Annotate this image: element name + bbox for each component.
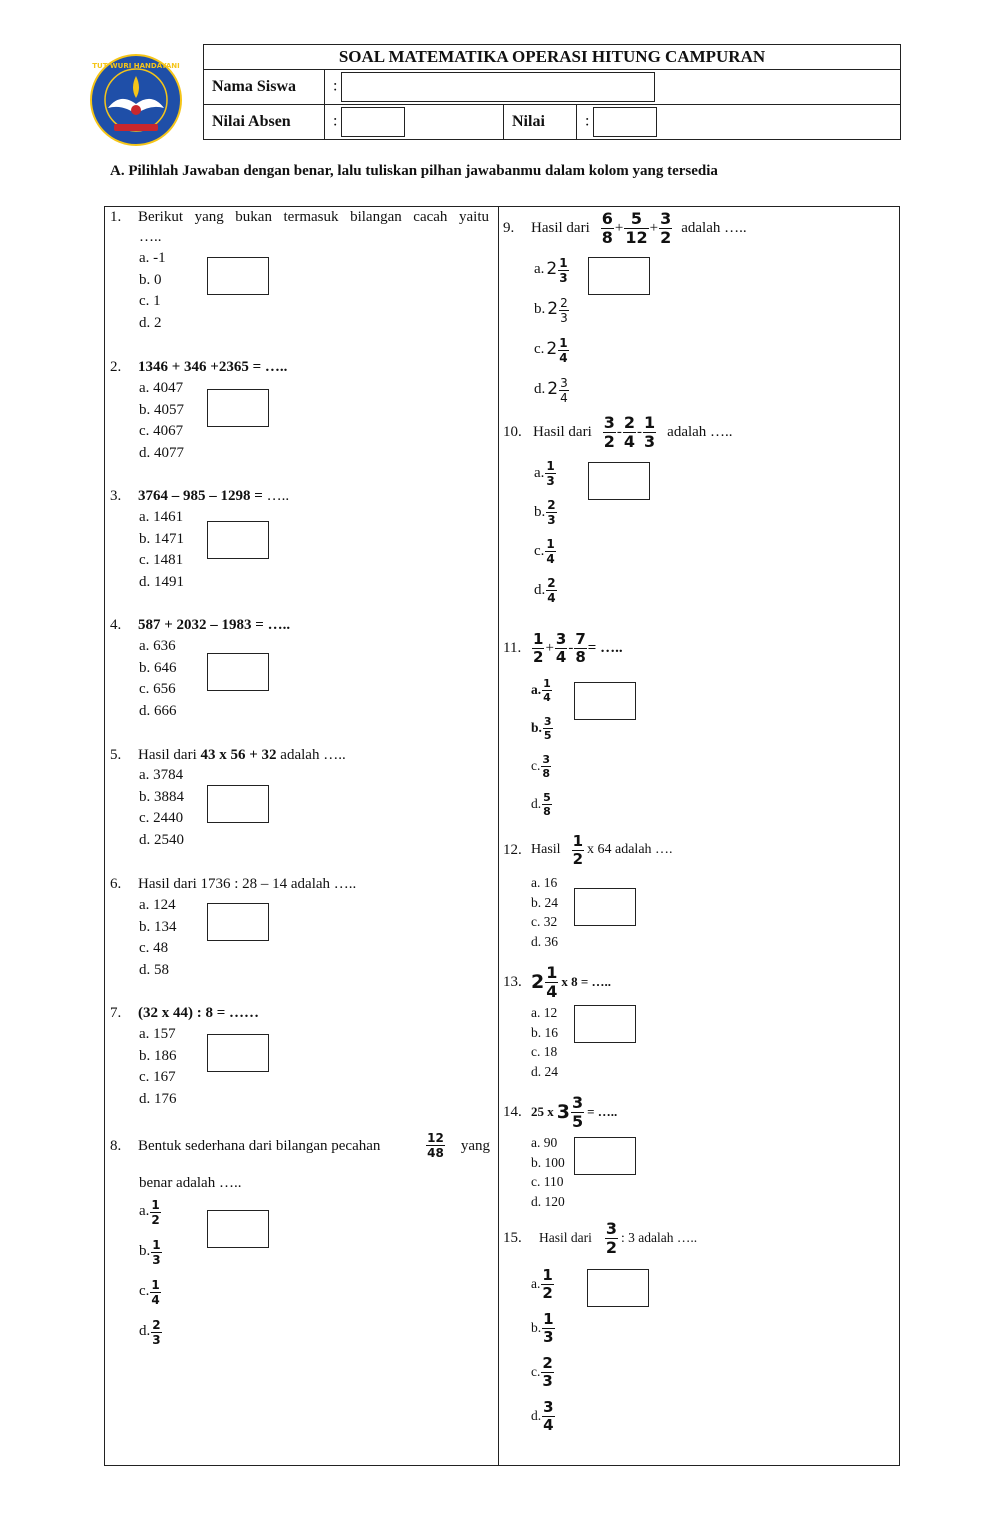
option[interactable]: b. 134 [139,918,177,935]
q10-options [534,454,558,610]
q6-text: Hasil dari 1736 : 28 – 14 adalah ….. [138,876,357,892]
option[interactable]: c. 1481 [139,552,184,568]
option[interactable]: c. 2440 [139,810,184,826]
answer-box-12[interactable] [574,888,636,926]
option[interactable]: a. 4047 [139,380,184,396]
absen-field-cell [325,105,504,140]
option[interactable]: d. 2 [139,314,162,331]
option[interactable]: a. $\frac{1}{4}$ [531,676,551,704]
absen-input[interactable] [341,107,405,137]
option[interactable]: b. 1471 [139,530,184,547]
answer-box-3[interactable] [207,521,269,559]
q11-options [531,671,554,823]
answer-box-15[interactable] [587,1269,649,1307]
option[interactable]: c. 48 [139,940,169,956]
q9-options [534,250,570,410]
option[interactable]: b. 3884 [139,788,184,805]
option[interactable]: a. $\frac{1}{2}$ [139,1197,160,1227]
option[interactable]: d. 58 [139,961,169,978]
question-4: 4. 587 + 2032 – 1983 = ….. [110,617,291,633]
option[interactable]: b. 2 $\frac{2}{3}$ [534,295,568,325]
option[interactable]: c. 2 $\frac{1}{4}$ [534,335,568,365]
option[interactable]: c. 656 [139,681,176,697]
option[interactable]: d. $\frac{2}{3}$ [139,1317,161,1347]
score-label: Nilai [504,105,577,140]
logo-drop [131,105,141,115]
q2-options [139,378,184,464]
column-divider [498,206,499,1466]
q1-options [139,248,166,334]
answer-box-4[interactable] [207,653,269,691]
option[interactable]: b. 0 [139,271,162,288]
option[interactable]: b. $\frac{1}{3}$ [139,1237,161,1267]
option[interactable]: d. 24 [531,1063,558,1079]
answer-box-13[interactable] [574,1005,636,1043]
option[interactable]: a. 90 [531,1135,558,1150]
question-15: 15. Hasil dari $\frac{3}{2}$ : 3 adalah ….. [503,1218,698,1257]
option[interactable]: d. 4077 [139,444,184,461]
name-label: Nama Siswa [204,70,325,105]
score-field-cell [577,105,901,140]
question-10: 10. Hasil dari $\frac{3}{2}$ - $\frac{2}{4}$ - $\frac{1}{3}$ adalah ….. [503,412,733,451]
option[interactable]: b. $\frac{3}{5}$ [531,714,552,742]
answer-box-11[interactable] [574,682,636,720]
option[interactable]: d. 666 [139,702,177,719]
option[interactable]: b. 186 [139,1047,177,1064]
option[interactable]: d. 2 $\frac{3}{4}$ [534,375,568,405]
score-input[interactable] [593,107,657,137]
instruction-text: A. Pilihlah Jawaban dengan benar, lalu tuliskan pilhan jawabanmu dalam kolom yang tersedia [110,163,718,179]
option[interactable]: c. 110 [531,1174,564,1189]
answer-box-14[interactable] [574,1137,636,1175]
name-input[interactable] [341,72,655,102]
question-1: 1. Berikut yang bukan termasuk bilangan cacah yaitu ….. [110,209,489,245]
question-11: 11. $\frac{1}{2}$ + $\frac{3}{4}$ - $\frac{7}{8}$ = ….. [503,629,623,666]
name-field-cell [325,70,901,105]
q6-options [139,895,177,981]
q14-options [531,1133,565,1211]
option[interactable]: b. 100 [531,1154,565,1170]
option[interactable]: a. 16 [531,875,558,890]
option[interactable]: c. 4067 [139,423,184,439]
option[interactable]: d. $\frac{5}{8}$ [531,790,551,818]
logo-banner-text: TUT WURI HANDAYANI [92,62,180,70]
option[interactable]: b. $\frac{2}{3}$ [534,498,556,527]
question-8: 8. Bentuk sederhana dari bilangan pecahan $\frac{12}{48}$ yang [110,1131,490,1160]
option[interactable]: a. 1461 [139,509,184,525]
option[interactable]: d. 176 [139,1090,177,1107]
question-7: 7. (32 x 44) : 8 = …… [110,1005,260,1021]
option[interactable]: a. 636 [139,638,176,654]
option[interactable]: d. $\frac{3}{4}$ [531,1397,554,1434]
q15-options [531,1262,556,1438]
option[interactable]: a. 3784 [139,767,184,783]
absen-label: Nilai Absen [204,105,325,140]
question-9: 9. Hasil dari $\frac{6}{8}$ + $\frac{5}{12}$ + $\frac{3}{2}$ adalah ….. [503,208,747,247]
option[interactable]: a. 124 [139,897,176,913]
q2-text: 1346 + 346 +2365 = ….. [138,359,288,375]
option[interactable]: d. 120 [531,1193,565,1209]
q4-options [139,636,177,722]
tut-wuri-handayani-logo [88,54,184,146]
q5-options [139,765,184,851]
option[interactable]: c. 1 [139,293,161,309]
question-6: 6. Hasil dari 1736 : 28 – 14 adalah ….. [110,876,357,892]
option[interactable]: a. 157 [139,1026,176,1042]
option[interactable]: b. 16 [531,1024,558,1040]
question-2: 2. 1346 + 346 +2365 = ….. [110,359,288,375]
q7-text: (32 x 44) : 8 = …… [138,1005,260,1021]
q8-fraction: $\frac{12}{48}$ [427,1131,444,1160]
option[interactable]: c. 32 [531,914,558,929]
q8-options [139,1192,163,1352]
option[interactable]: c. $\frac{2}{3}$ [531,1353,553,1390]
answer-box-7[interactable] [207,1034,269,1072]
question-5: 5. Hasil dari 43 x 56 + 32 adalah ….. [110,747,346,763]
answer-box-1[interactable] [207,257,269,295]
q4-text: 587 + 2032 – 1983 = ….. [138,617,291,633]
q7-options [139,1024,177,1110]
q13-options [531,1003,558,1081]
page-title: SOAL MATEMATIKA OPERASI HITUNG CAMPURAN [204,45,901,70]
logo-ribbon [114,124,158,131]
option[interactable]: b. 4057 [139,401,184,418]
option[interactable]: a. 12 [531,1005,558,1020]
answer-box-10[interactable] [588,462,650,500]
answer-box-8[interactable] [207,1210,269,1248]
option[interactable]: a. 2 $\frac{1}{3}$ [534,255,568,285]
q8-line2: benar adalah ….. [139,1175,242,1191]
option[interactable]: c. $\frac{1}{4}$ [139,1277,160,1307]
question-3: 3. 3764 – 985 – 1298 = ….. [110,488,290,504]
option[interactable]: b. 646 [139,659,177,676]
answer-box-2[interactable] [207,389,269,427]
answer-box-9[interactable] [588,257,650,295]
option[interactable]: d. 1491 [139,573,184,590]
question-14: 14. 25 x 3 $\frac{3}{5}$ = ….. [503,1092,618,1131]
colon: : [333,112,338,130]
option[interactable]: d. $\frac{2}{4}$ [534,576,556,605]
option[interactable]: c. $\frac{3}{8}$ [531,752,551,780]
option[interactable]: d. 36 [531,933,558,949]
option[interactable]: c. 167 [139,1069,176,1085]
question-12: 12. Hasil $\frac{1}{2}$ x 64 adalah …. [503,831,673,868]
option[interactable]: b. $\frac{1}{3}$ [531,1309,554,1346]
q1-text: Berikut yang bukan termasuk bilangan cacah yaitu [138,209,489,225]
answer-box-5[interactable] [207,785,269,823]
option[interactable]: c. $\frac{1}{4}$ [534,537,555,566]
q3-options [139,507,184,593]
option[interactable]: a. $\frac{1}{3}$ [534,459,555,488]
header-table [203,44,901,140]
colon: : [333,77,338,95]
option[interactable]: c. 18 [531,1044,558,1059]
answer-box-6[interactable] [207,903,269,941]
option[interactable]: b. 24 [531,894,558,910]
colon: : [585,112,590,130]
option[interactable]: d. 2540 [139,831,184,848]
q3-expr: 3764 – 985 – 1298 = [138,488,263,504]
option[interactable]: a. $\frac{1}{2}$ [531,1265,553,1302]
question-13: 13. 2 $\frac{1}{4}$ x 8 = ….. [503,962,612,1001]
q12-options [531,873,558,951]
option[interactable]: a. -1 [139,250,166,266]
